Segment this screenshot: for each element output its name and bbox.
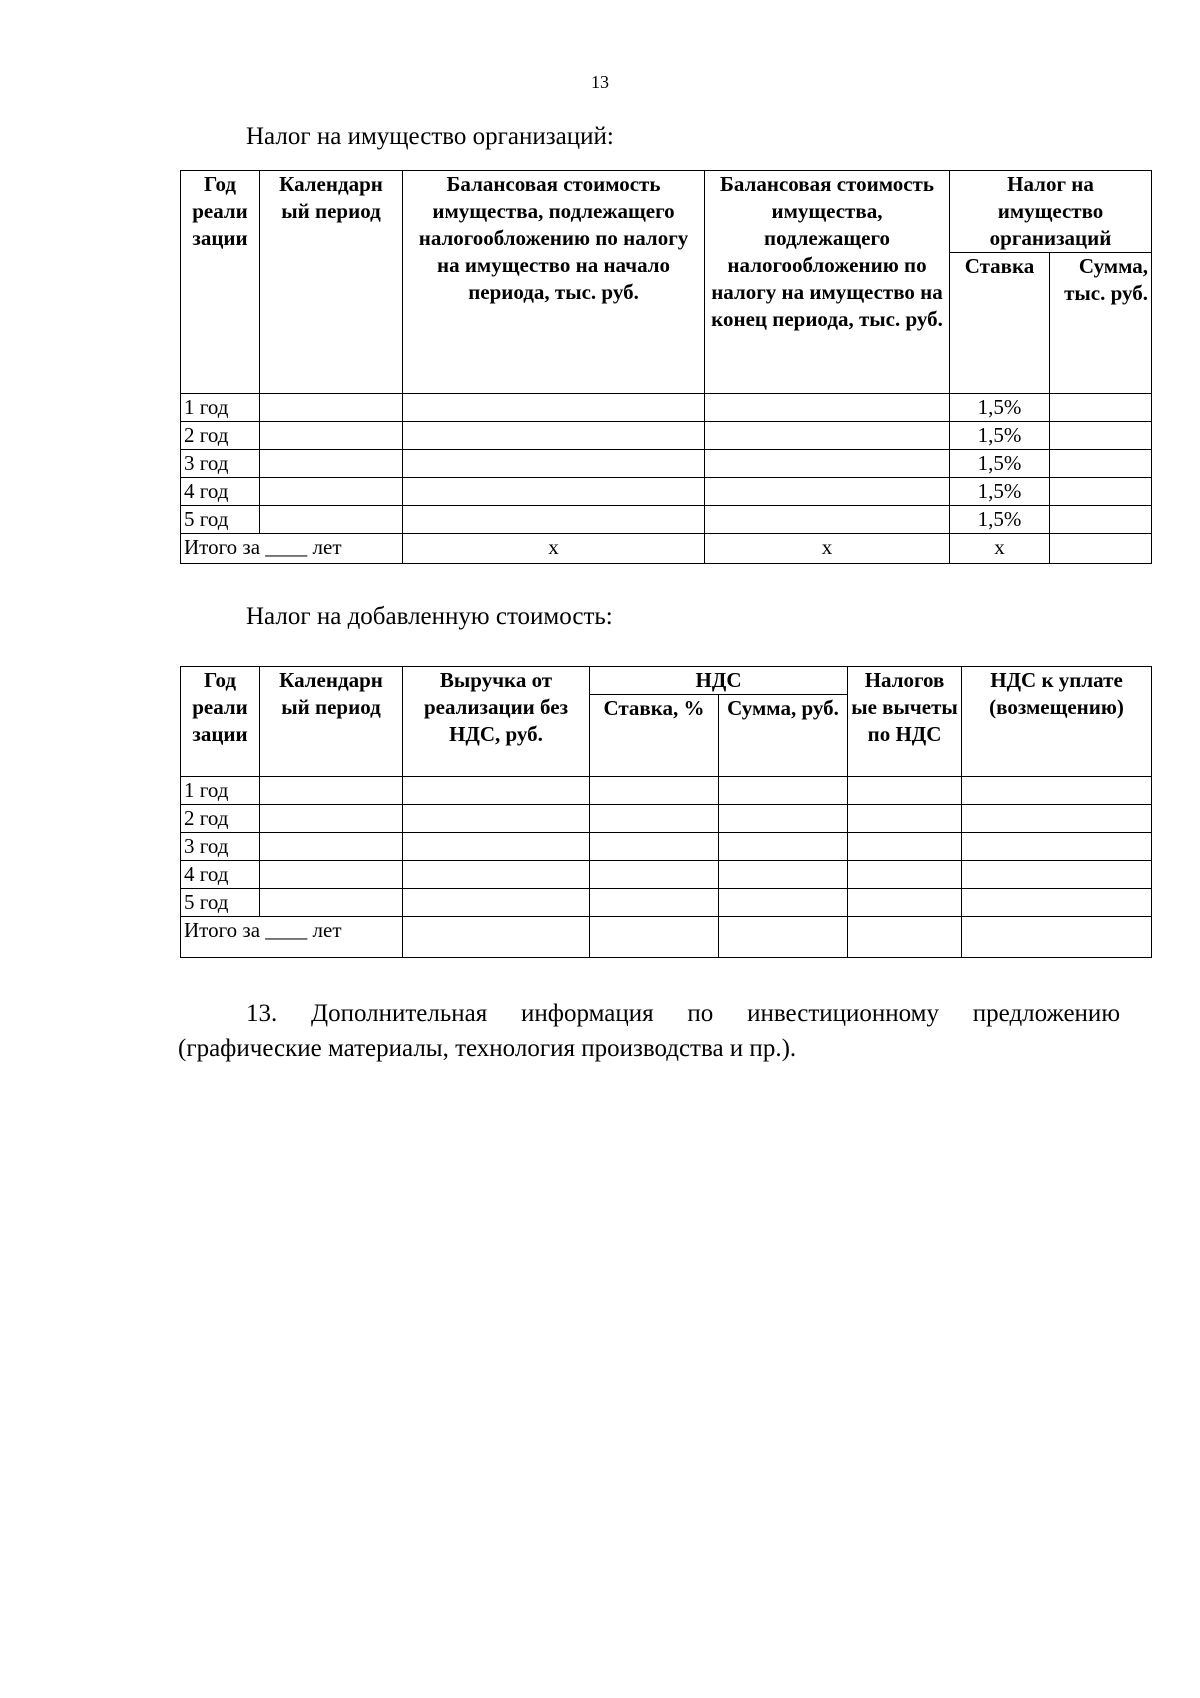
header-revenue: Выручка от реализации без НДС, руб. (403, 667, 590, 777)
deductions-cell[interactable] (848, 861, 962, 889)
rate-cell[interactable] (590, 861, 719, 889)
sum-cell[interactable] (719, 805, 848, 833)
header-tax-group: Налог на имущество организаций (950, 171, 1152, 253)
property-tax-header-row (181, 171, 1152, 253)
sum-cell[interactable] (719, 889, 848, 917)
year-cell: 2 год (181, 805, 260, 833)
total-sum-cell[interactable] (719, 917, 848, 958)
sum-cell[interactable] (1050, 422, 1152, 450)
header-sum: Сумма, руб. (719, 695, 848, 777)
rate-cell: 1,5% (950, 506, 1050, 534)
header-deductions: Налогов ые вычеты по НДС (848, 667, 962, 777)
period-cell[interactable] (260, 777, 403, 805)
additional-info-paragraph: 13. Дополнительная информация по инвестиционному предложению (графические материалы, технология производства и пр.). (178, 1000, 1120, 1062)
period-cell[interactable] (260, 861, 403, 889)
period-cell[interactable] (260, 833, 403, 861)
header-year: Год реали зации (181, 667, 260, 777)
deductions-cell[interactable] (848, 777, 962, 805)
period-cell[interactable] (260, 422, 403, 450)
table-row (181, 777, 1152, 805)
sum-cell[interactable] (719, 777, 848, 805)
rate-cell[interactable] (590, 889, 719, 917)
property-tax-heading: Налог на имущество организаций: (246, 123, 614, 150)
period-cell[interactable] (260, 478, 403, 506)
rate-cell[interactable] (590, 777, 719, 805)
table-row (181, 478, 1152, 506)
total-label: Итого за ____ лет (181, 917, 403, 958)
total-start-value: х (403, 534, 705, 564)
page-number: 13 (591, 72, 609, 92)
end-value-cell[interactable] (705, 478, 950, 506)
start-value-cell[interactable] (403, 450, 705, 478)
payable-cell[interactable] (962, 805, 1152, 833)
property-tax-table (180, 170, 1152, 564)
table-row (181, 805, 1152, 833)
total-rate: х (950, 534, 1050, 564)
year-cell: 2 год (181, 422, 260, 450)
year-cell: 3 год (181, 450, 260, 478)
header-sum: Сумма, тыс. руб. (1050, 253, 1152, 394)
end-value-cell[interactable] (705, 394, 950, 422)
period-cell[interactable] (260, 889, 403, 917)
revenue-cell[interactable] (403, 861, 590, 889)
sum-cell[interactable] (719, 861, 848, 889)
header-end-value: Балансовая стоимость имущества, подлежащего налогообложению по налогу на имущество на конец периода, тыс. руб. (705, 171, 950, 394)
revenue-cell[interactable] (403, 833, 590, 861)
year-cell: 1 год (181, 394, 260, 422)
start-value-cell[interactable] (403, 422, 705, 450)
total-row (181, 917, 1152, 958)
table-row (181, 422, 1152, 450)
header-start-value: Балансовая стоимость имущества, подлежащего налогообложению по налогу на имущество на начало периода, тыс. руб. (403, 171, 705, 394)
total-payable-cell[interactable] (962, 917, 1152, 958)
sum-cell[interactable] (1050, 394, 1152, 422)
total-row (181, 534, 1152, 564)
revenue-cell[interactable] (403, 777, 590, 805)
header-vat-group: НДС (590, 667, 848, 695)
payable-cell[interactable] (962, 889, 1152, 917)
payable-cell[interactable] (962, 833, 1152, 861)
sum-cell[interactable] (1050, 450, 1152, 478)
vat-header-row (181, 667, 1152, 695)
total-end-value: х (705, 534, 950, 564)
year-cell: 3 год (181, 833, 260, 861)
deductions-cell[interactable] (848, 833, 962, 861)
header-year: Год реали зации (181, 171, 260, 394)
start-value-cell[interactable] (403, 478, 705, 506)
period-cell[interactable] (260, 805, 403, 833)
rate-cell: 1,5% (950, 478, 1050, 506)
total-rate-cell[interactable] (590, 917, 719, 958)
payable-cell[interactable] (962, 861, 1152, 889)
rate-cell[interactable] (590, 805, 719, 833)
table-row (181, 394, 1152, 422)
revenue-cell[interactable] (403, 805, 590, 833)
sum-cell[interactable] (1050, 506, 1152, 534)
payable-cell[interactable] (962, 777, 1152, 805)
end-value-cell[interactable] (705, 506, 950, 534)
year-cell: 5 год (181, 506, 260, 534)
start-value-cell[interactable] (403, 394, 705, 422)
start-value-cell[interactable] (403, 506, 705, 534)
deductions-cell[interactable] (848, 805, 962, 833)
table-row (181, 450, 1152, 478)
header-period: Календарн ый период (260, 667, 403, 777)
total-label: Итого за ____ лет (181, 534, 403, 564)
header-rate: Ставка (950, 253, 1050, 394)
table-row (181, 861, 1152, 889)
vat-table (180, 666, 1152, 958)
rate-cell: 1,5% (950, 422, 1050, 450)
total-revenue-cell[interactable] (403, 917, 590, 958)
table-row (181, 889, 1152, 917)
table-row (181, 833, 1152, 861)
year-cell: 1 год (181, 777, 260, 805)
end-value-cell[interactable] (705, 450, 950, 478)
end-value-cell[interactable] (705, 422, 950, 450)
rate-cell: 1,5% (950, 394, 1050, 422)
year-cell: 4 год (181, 861, 260, 889)
year-cell: 5 год (181, 889, 260, 917)
period-cell[interactable] (260, 506, 403, 534)
table-row (181, 506, 1152, 534)
total-sum-cell[interactable] (1050, 534, 1152, 564)
sum-cell[interactable] (1050, 478, 1152, 506)
sum-cell[interactable] (719, 833, 848, 861)
header-period: Календарн ый период (260, 171, 403, 394)
period-cell[interactable] (260, 450, 403, 478)
revenue-cell[interactable] (403, 889, 590, 917)
period-cell[interactable] (260, 394, 403, 422)
total-deductions-cell[interactable] (848, 917, 962, 958)
header-rate: Ставка, % (590, 695, 719, 777)
rate-cell[interactable] (590, 833, 719, 861)
header-payable: НДС к уплате (возмещению) (962, 667, 1152, 777)
rate-cell: 1,5% (950, 450, 1050, 478)
deductions-cell[interactable] (848, 889, 962, 917)
vat-heading: Налог на добавленную стоимость: (246, 603, 613, 630)
year-cell: 4 год (181, 478, 260, 506)
